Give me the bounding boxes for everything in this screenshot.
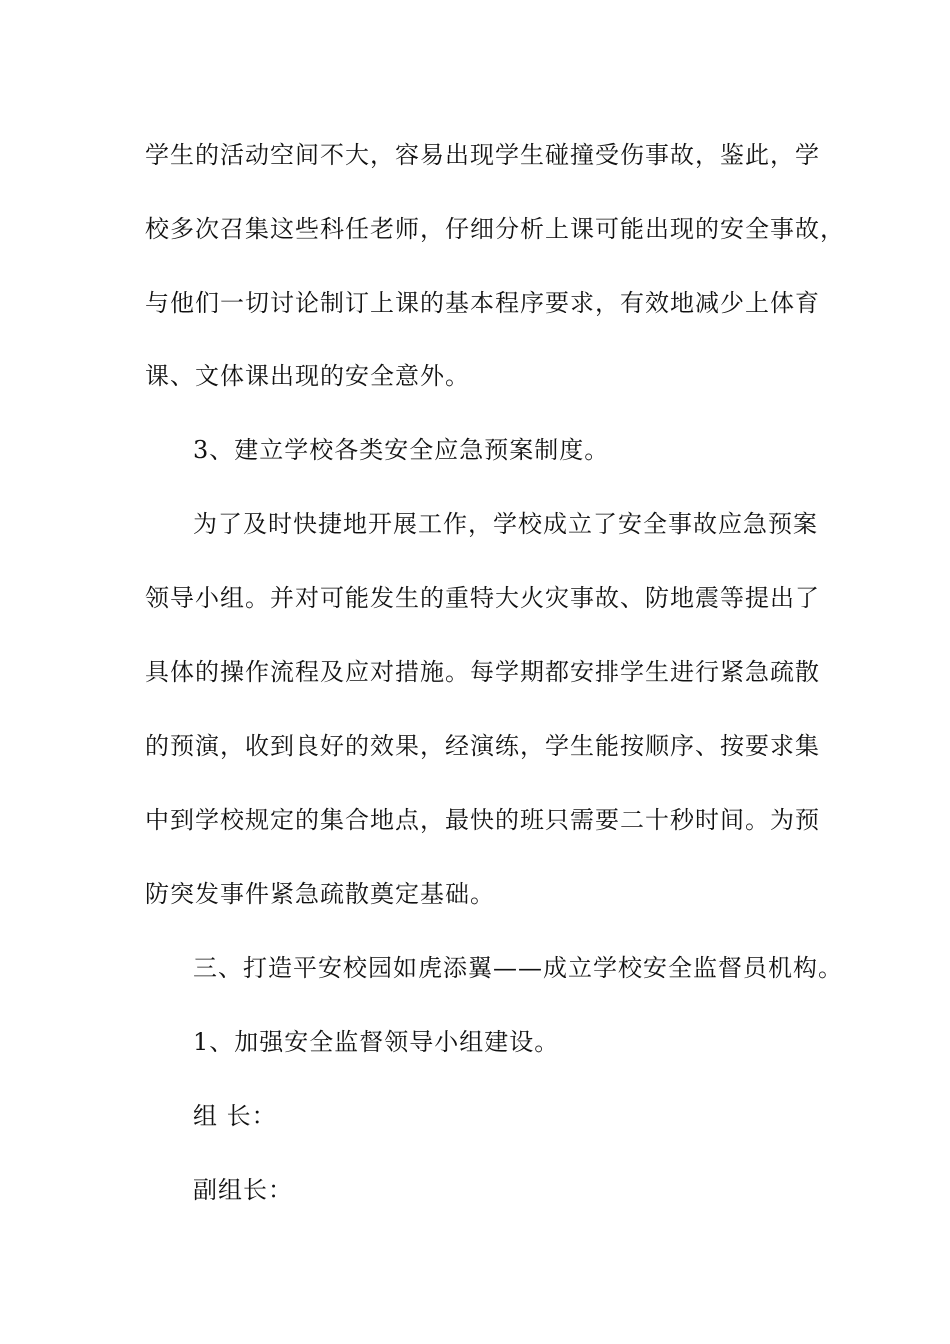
paragraph-line: 为了及时快捷地开展工作，学校成立了安全事故应急预案 — [193, 510, 818, 538]
paragraph-line: 的预演，收到良好的效果，经演练，学生能按顺序、按要求集 — [145, 732, 820, 760]
paragraph-line: 校多次召集这些科任老师，仔细分析上课可能出现的安全事故， — [145, 215, 845, 243]
section-heading: 三、打造平安校园如虎添翼——成立学校安全监督员机构。 — [193, 954, 843, 982]
paragraph-line: 具体的操作流程及应对措施。每学期都安排学生进行紧急疏散 — [145, 658, 820, 686]
deputy-leader-label: 副组长： — [193, 1176, 293, 1204]
paragraph-line: 中到学校规定的集合地点，最快的班只需要二十秒时间。为预 — [145, 806, 820, 834]
paragraph-line: 领导小组。并对可能发生的重特大火灾事故、防地震等提出了 — [145, 584, 820, 612]
paragraph-line: 与他们一切讨论制订上课的基本程序要求，有效地减少上体育 — [145, 289, 820, 317]
section-heading: 3、建立学校各类安全应急预案制度。 — [193, 436, 610, 464]
paragraph-line: 学生的活动空间不大，容易出现学生碰撞受伤事故，鉴此，学 — [145, 141, 820, 169]
leader-label: 组 长： — [193, 1102, 277, 1130]
paragraph-line: 防突发事件紧急疏散奠定基础。 — [145, 880, 495, 908]
subsection-heading: 1、加强安全监督领导小组建设。 — [193, 1028, 560, 1056]
paragraph-line: 课、文体课出现的安全意外。 — [145, 362, 470, 390]
